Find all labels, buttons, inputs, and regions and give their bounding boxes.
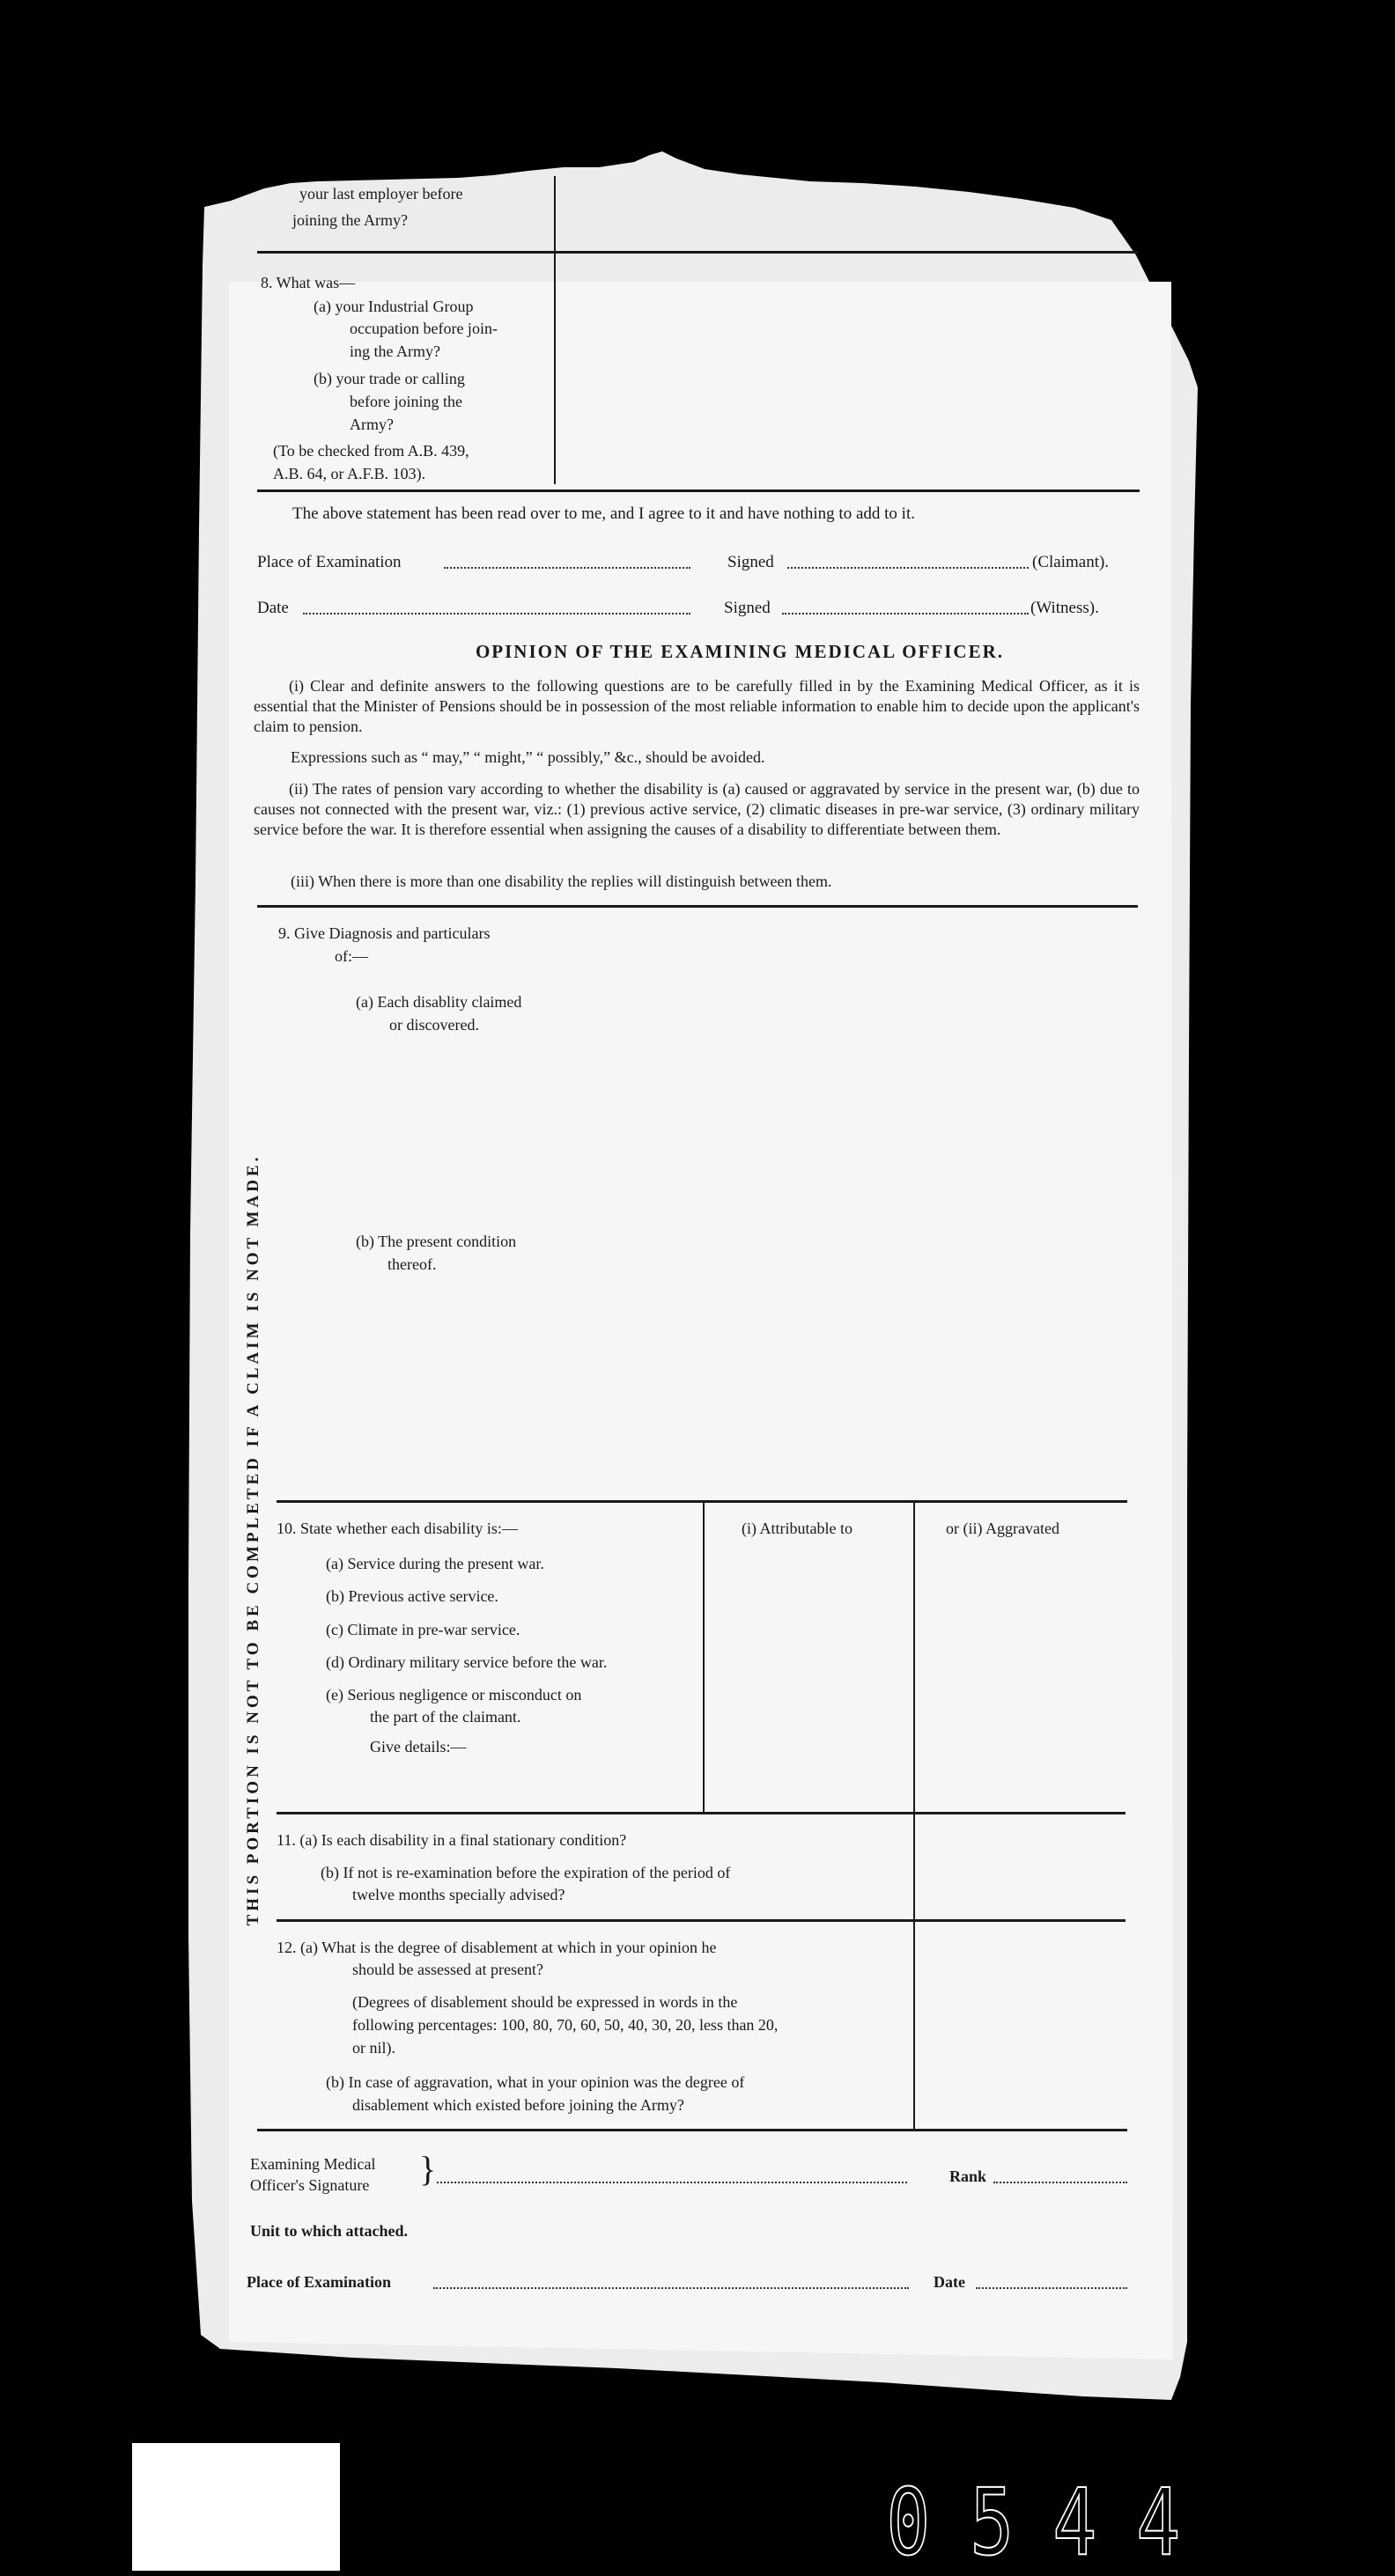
column-divider — [913, 1500, 915, 2129]
q10-col-attributable: (i) Attributable to — [742, 1520, 852, 1537]
q7-label-line2: joining the Army? — [292, 211, 408, 229]
frame-digit: 4 — [1136, 2469, 1181, 2576]
divider — [257, 251, 1138, 254]
q10-give-details: Give details:— — [370, 1738, 467, 1755]
statement-text: The above statement has been read over to me, and I agree to it and have nothing to add to it. — [292, 504, 915, 523]
q10-b: (b) Previous active service. — [326, 1587, 498, 1605]
q9-b-line1: (b) The present condition — [356, 1233, 517, 1250]
q12-b-line2: disablement which existed before joining the Army? — [352, 2096, 684, 2114]
q9-a-line2: or discovered. — [389, 1016, 479, 1034]
q8-b-line2: before joining the — [350, 393, 462, 410]
exam-place-label: Place of Examination — [257, 553, 402, 571]
column-divider — [554, 176, 556, 484]
signed-label-claimant: Signed — [727, 553, 774, 571]
q10-e-line2: the part of the claimant. — [370, 1708, 521, 1726]
footer-place-field — [433, 2287, 909, 2289]
paragraph-iii: (iii) When there is more than one disability the replies will distinguish between them. — [291, 872, 832, 890]
q11-b-line1: (b) If not is re-examination before the expiration of the period of — [321, 1864, 731, 1881]
divider — [257, 905, 1138, 908]
paragraph-expressions: Expressions such as “ may,” “ might,” “ possibly,” &c., should be avoided. — [291, 748, 765, 766]
q11-b-line2: twelve months specially advised? — [352, 1886, 565, 1903]
paragraph-i: (i) Clear and definite answers to the following questions are to be carefully filled in by the Examining Medical Officer, as it is essential that the Minister of Pensions should be in possession of the most reliable information to enable him to decide upon the applicant's claim to pension. — [254, 677, 1140, 735]
side-note-vertical: THIS PORTION IS NOT TO BE COMPLETED IF A CLAIM IS NOT MADE. — [244, 1153, 262, 1926]
divider — [257, 489, 1140, 492]
footer-date-label: Date — [934, 2273, 965, 2291]
brace-icon: } — [419, 2149, 437, 2189]
divider — [257, 2129, 1127, 2131]
frame-digit: 4 — [1052, 2469, 1097, 2576]
q8-a-line3: ing the Army? — [350, 342, 440, 360]
q12-degrees-line1: (Degrees of disablement should be expressed in words in the — [352, 1993, 738, 2011]
q10-title: 10. State whether each disability is:— — [277, 1520, 518, 1537]
q9-title-line1: 9. Give Diagnosis and particulars — [278, 924, 491, 942]
emo-label-line1: Examining Medical — [250, 2155, 376, 2173]
claimant-signature-field — [787, 567, 1029, 569]
frame-digit: 5 — [969, 2469, 1014, 2576]
q10-e-line1: (e) Serious negligence or misconduct on — [326, 1686, 582, 1704]
footer-place-label: Place of Examination — [247, 2273, 391, 2291]
q11-a: 11. (a) Is each disability in a final stationary condition? — [277, 1831, 627, 1849]
rank-field — [993, 2182, 1127, 2183]
divider — [277, 1812, 1126, 1814]
q10-col-aggravated: or (ii) Aggravated — [946, 1520, 1059, 1537]
unit-label: Unit to which attached. — [250, 2222, 408, 2240]
q8-note-line1: (To be checked from A.B. 439, — [273, 442, 469, 460]
witness-signature-field — [782, 613, 1029, 615]
scan-calibration-patch — [132, 2443, 340, 2571]
column-divider — [703, 1500, 705, 1812]
q9-b-line2: thereof. — [388, 1255, 437, 1273]
emo-signature-field — [437, 2182, 907, 2183]
date-field — [303, 613, 690, 615]
q8-a-line2: occupation before join- — [350, 320, 498, 337]
opinion-heading: OPINION OF THE EXAMINING MEDICAL OFFICER. — [475, 641, 1005, 662]
rank-label: Rank — [949, 2168, 987, 2185]
divider — [277, 1919, 1126, 1922]
divider — [277, 1500, 1127, 1503]
witness-label: (Witness). — [1030, 599, 1099, 617]
q12-degrees-line3: or nil). — [352, 2039, 395, 2057]
q12-degrees-line2: following percentages: 100, 80, 70, 60, 50, 40, 30, 20, less than 20, — [352, 2016, 779, 2034]
paragraph-ii: (ii) The rates of pension vary according to whether the disability is (a) caused or aggravated by service in the present war, (b) due to causes not connected with the present war, viz.: (1) previous active service, (2) climatic diseases in pre-war service, (3) ordinary military service before the war. It is therefore essential when assigning the causes of a disability to differentiate between them. — [254, 780, 1140, 838]
q8-a-line1: (a) your Industrial Group — [314, 298, 474, 315]
date-label: Date — [257, 599, 289, 617]
q12-a-line2: should be assessed at present? — [352, 1961, 543, 1978]
footer-date-field — [976, 2287, 1127, 2289]
emo-label-line2: Officer's Signature — [250, 2176, 370, 2194]
q12-b-line1: (b) In case of aggravation, what in your opinion was the degree of — [326, 2073, 745, 2091]
frame-digit: 0 — [886, 2469, 931, 2576]
q10-c: (c) Climate in pre-war service. — [326, 1621, 520, 1638]
q10-a: (a) Service during the present war. — [326, 1555, 544, 1572]
q9-a-line1: (a) Each disablity claimed — [356, 993, 522, 1011]
scan-frame-number — [881, 2469, 1186, 2576]
exam-place-field — [444, 567, 690, 569]
q8-title: 8. What was— — [261, 274, 356, 291]
q8-b-line3: Army? — [350, 416, 394, 433]
signed-label-witness: Signed — [724, 599, 771, 617]
q8-note-line2: A.B. 64, or A.F.B. 103). — [273, 465, 426, 482]
claimant-label: (Claimant). — [1032, 553, 1110, 571]
q8-b-line1: (b) your trade or calling — [314, 370, 465, 387]
q10-d: (d) Ordinary military service before the war. — [326, 1653, 608, 1671]
q12-a-line1: 12. (a) What is the degree of disablement at which in your opinion he — [277, 1939, 717, 1956]
q7-label-line1: your last employer before — [299, 185, 463, 202]
q9-title-line2: of:— — [335, 947, 368, 965]
